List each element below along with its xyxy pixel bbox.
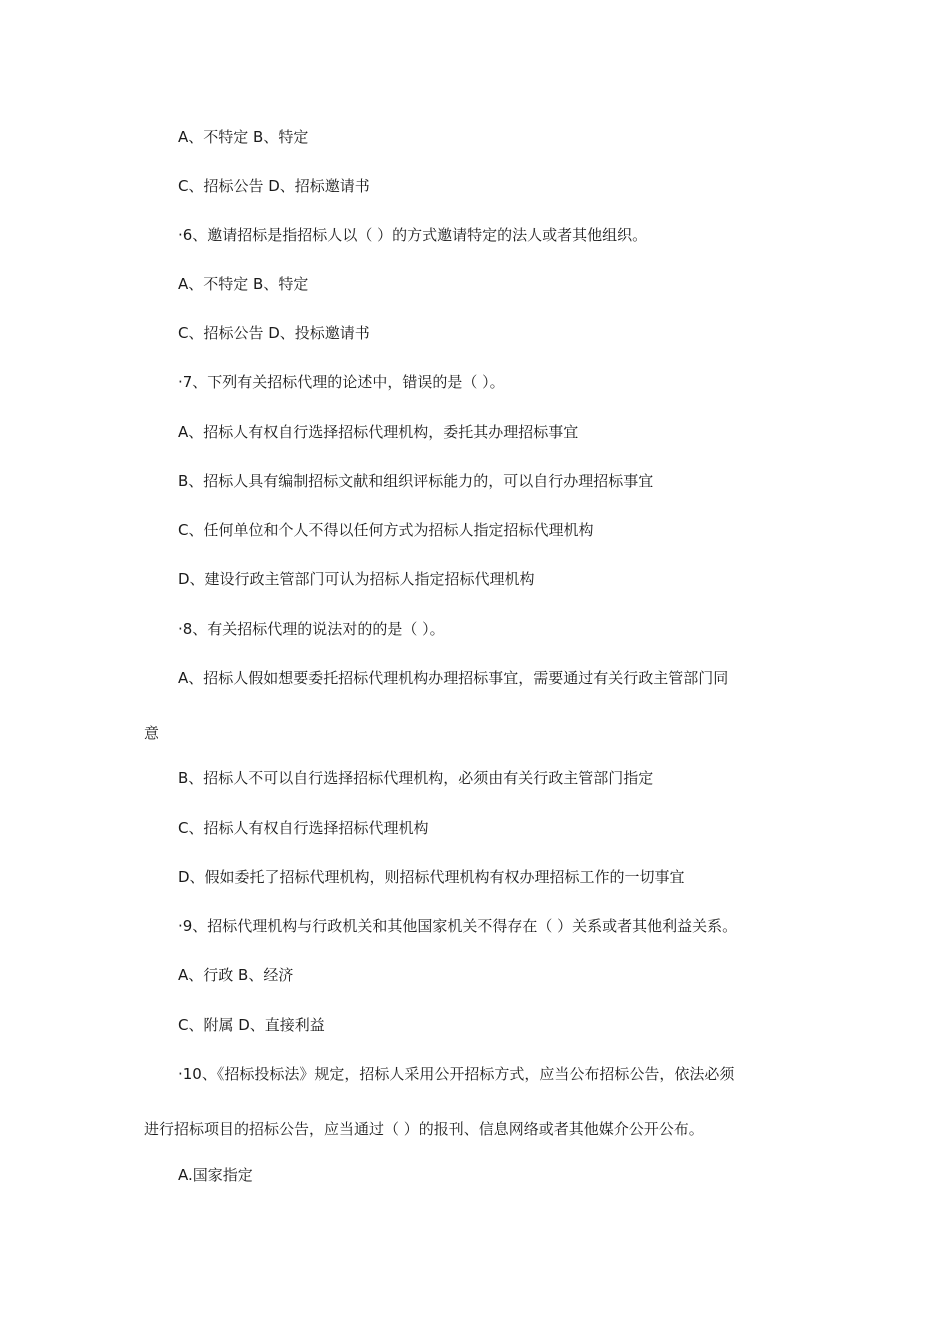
option-line: B、招标人具有编制招标文献和组织评标能力的，可以自行办理招标事宜 (178, 472, 654, 490)
option-line: A、不特定 B、特定 (178, 128, 309, 146)
option-line: C、任何单位和个人不得以任何方式为招标人指定招标代理机构 (178, 521, 594, 539)
option-line: B、招标人不可以自行选择招标代理机构，必须由有关行政主管部门指定 (178, 769, 654, 787)
option-line: C、招标公告 D、招标邀请书 (178, 177, 370, 195)
question-9: ·9、招标代理机构与行政机关和其他国家机关不得存在（ ）关系或者其他利益关系。 (178, 917, 738, 935)
option-line: C、附属 D、直接利益 (178, 1016, 325, 1034)
option-line: D、建设行政主管部门可认为招标人指定招标代理机构 (178, 570, 535, 588)
question-10-continuation: 进行招标项目的招标公告，应当通过（ ）的报刊、信息网络或者其他媒介公开公布。 (144, 1120, 704, 1138)
question-7: ·7、下列有关招标代理的论述中，错误的是（ ）。 (178, 373, 505, 391)
option-line: A、招标人有权自行选择招标代理机构，委托其办理招标事宜 (178, 423, 579, 441)
option-line: A.国家指定 (178, 1166, 253, 1184)
option-line: A、不特定 B、特定 (178, 275, 309, 293)
option-line: A、行政 B、经济 (178, 966, 294, 984)
question-8: ·8、有关招标代理的说法对的的是（ ）。 (178, 620, 445, 638)
question-10: ·10、《招标投标法》规定，招标人采用公开招标方式，应当公布招标公告，依法必须 (178, 1065, 735, 1083)
question-6: ·6、邀请招标是指招标人以（ ）的方式邀请特定的法人或者其他组织。 (178, 226, 648, 244)
option-line: C、招标公告 D、投标邀请书 (178, 324, 370, 342)
option-line: D、假如委托了招标代理机构，则招标代理机构有权办理招标工作的一切事宜 (178, 868, 685, 886)
option-line-continuation: 意 (144, 724, 160, 742)
option-line: C、招标人有权自行选择招标代理机构 (178, 819, 429, 837)
option-line: A、招标人假如想要委托招标代理机构办理招标事宜，需要通过有关行政主管部门同 (178, 669, 729, 687)
